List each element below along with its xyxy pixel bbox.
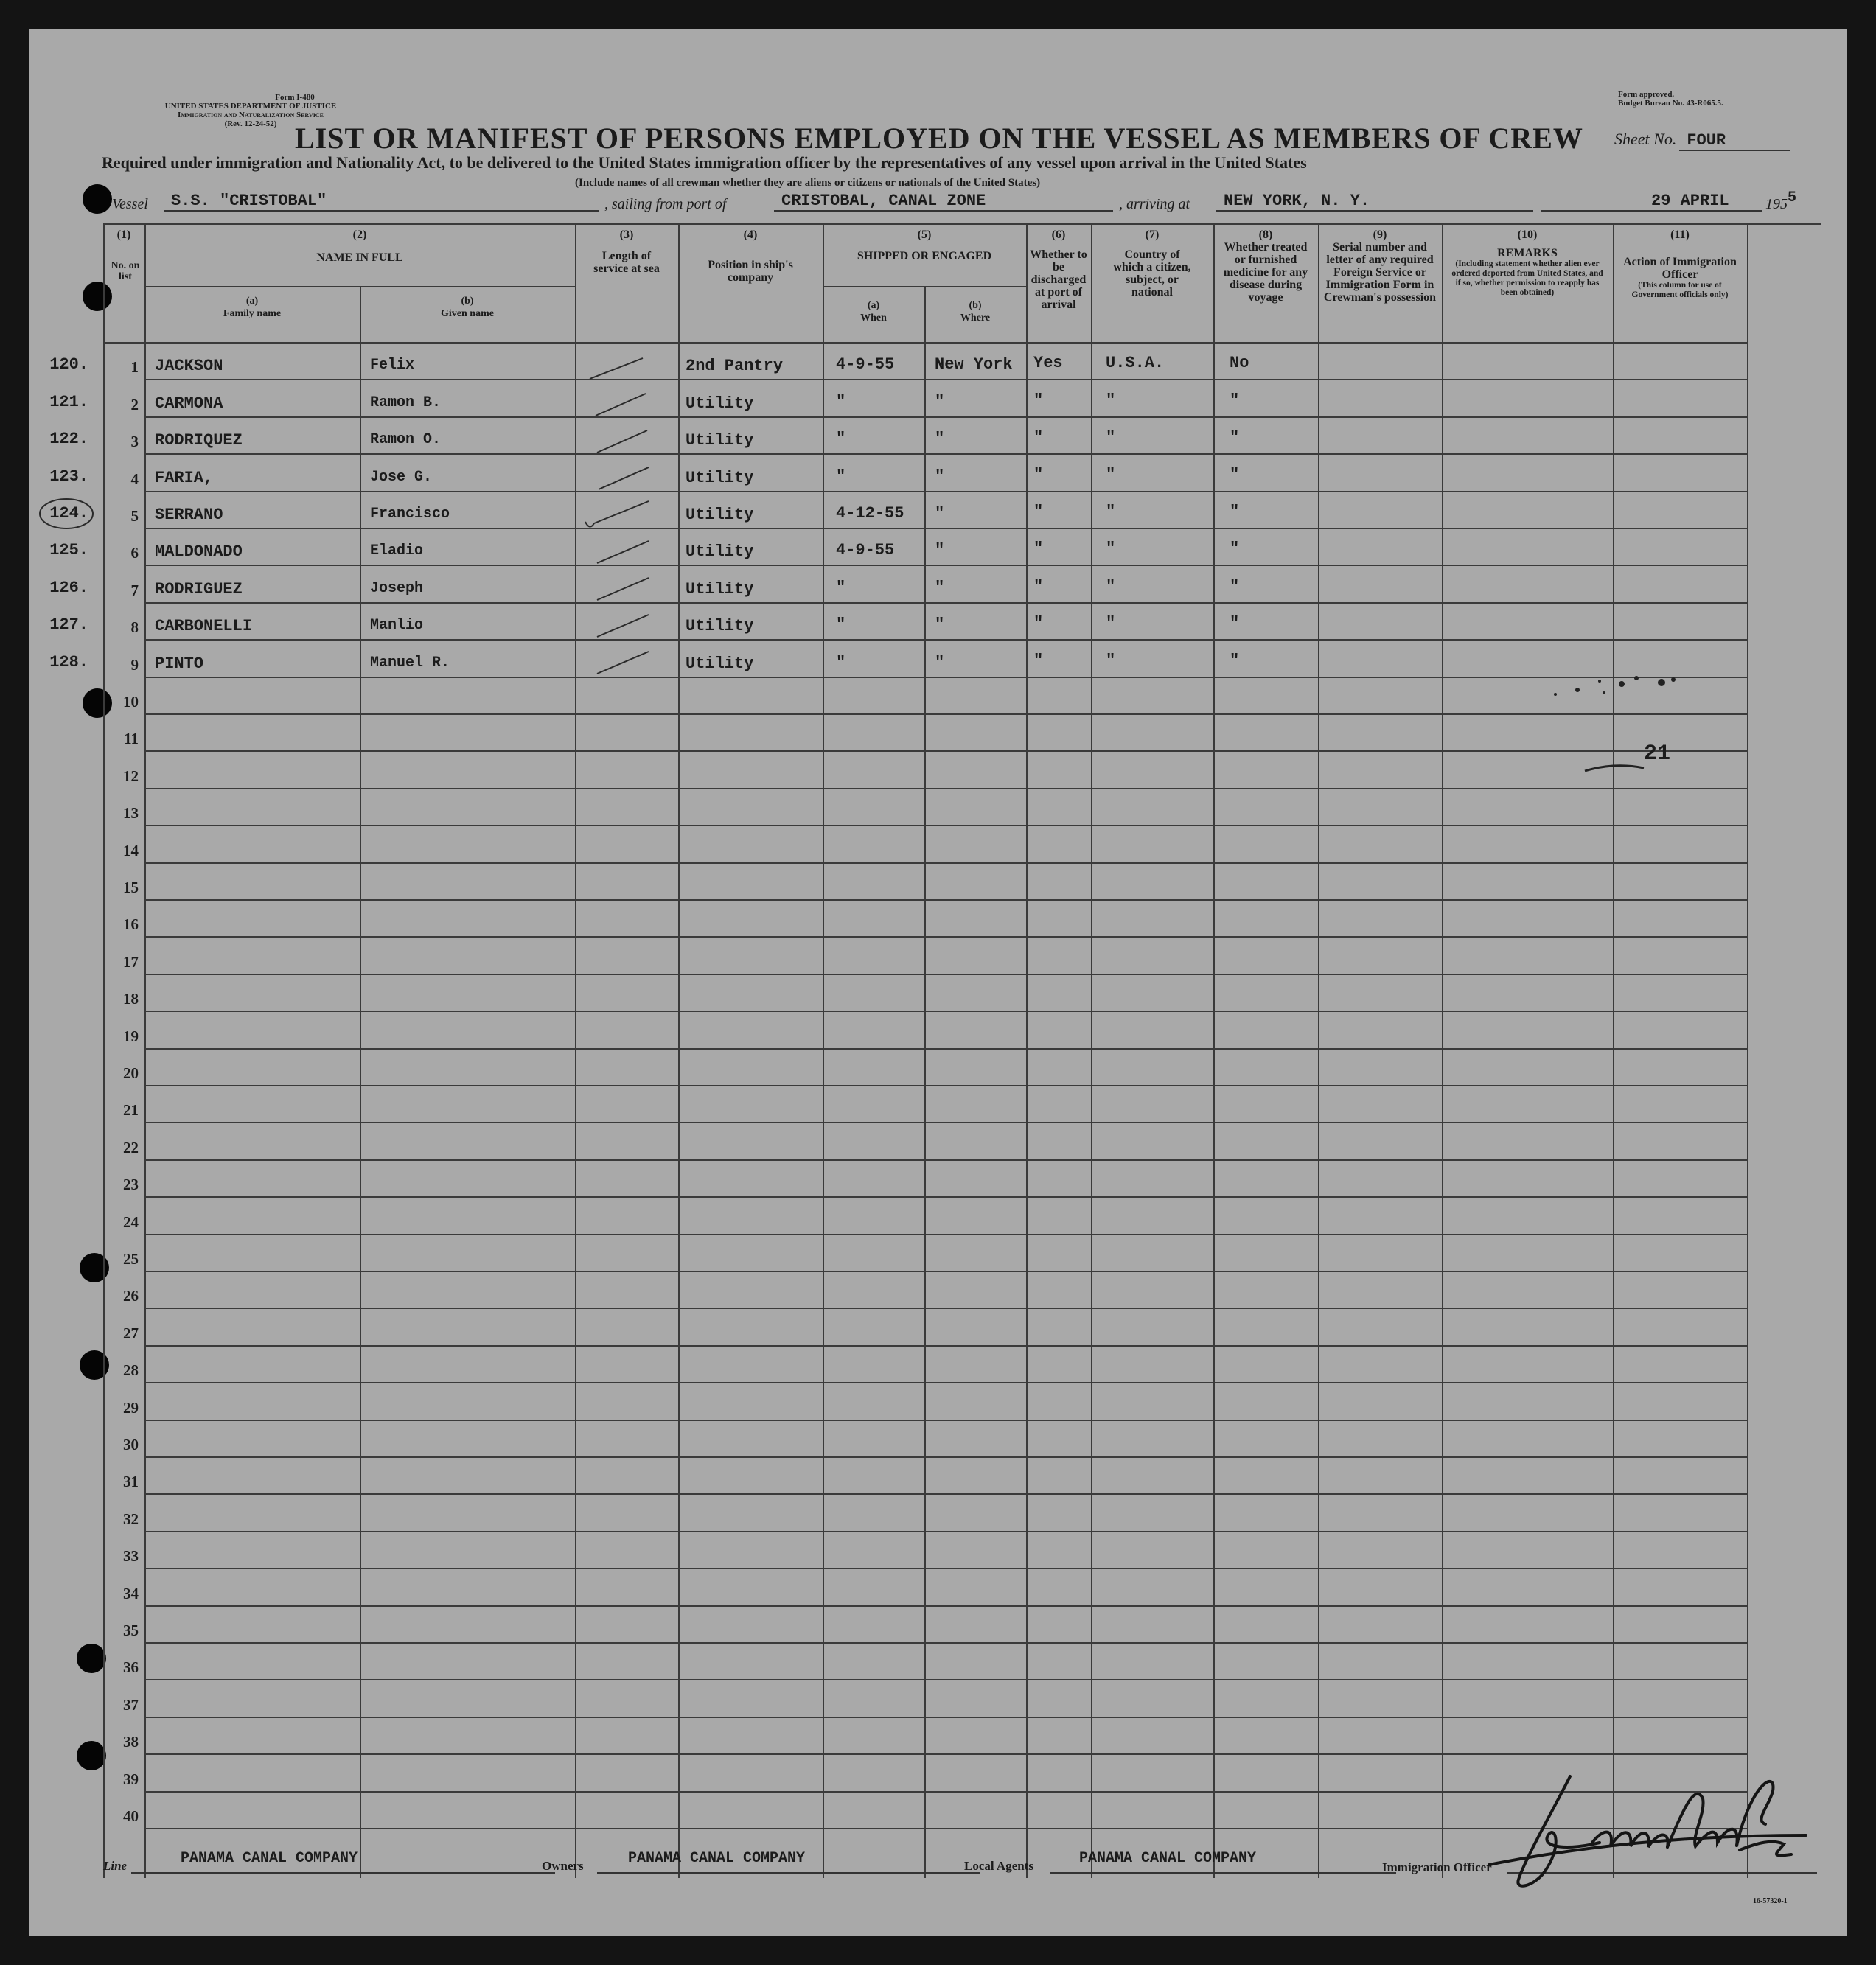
- col2a-header: [144, 295, 360, 320]
- crew-given-name: Jose G.: [370, 469, 433, 486]
- column-rule: [1091, 223, 1092, 1878]
- budget-bureau: Budget Bureau No. 43-R065.5.: [1618, 99, 1723, 108]
- crew-family-name: RODRIQUEZ: [155, 431, 243, 450]
- line-number: 19: [123, 1027, 139, 1045]
- crew-shipped-where: ": [935, 579, 945, 597]
- crew-shipped-where: ": [935, 430, 945, 448]
- vessel-name: S.S. "CRISTOBAL": [164, 192, 599, 212]
- subheader-rule: [144, 286, 575, 287]
- column-rule: [1026, 223, 1028, 1878]
- crew-discharge: ": [1033, 428, 1044, 447]
- col8-number: (8): [1258, 228, 1273, 241]
- row-rule: [144, 1271, 1747, 1272]
- line-number: 11: [124, 730, 139, 747]
- line-number: 38: [123, 1733, 139, 1751]
- check-mark: [597, 430, 647, 453]
- check-mark: [597, 652, 649, 674]
- crew-position: Utility: [686, 617, 754, 635]
- col9-header: [1318, 228, 1442, 304]
- footer-agents-label: Local Agents: [964, 1859, 1033, 1873]
- crew-country: ": [1106, 577, 1116, 596]
- crew-list-number: 121.: [49, 393, 88, 411]
- col5b-number: (b): [969, 300, 982, 311]
- line-number: 5: [130, 507, 139, 525]
- row-rule: [144, 1159, 1747, 1161]
- row-rule: [144, 974, 1747, 975]
- line-number: 7: [130, 582, 139, 599]
- row-rule: [144, 639, 1747, 641]
- column-rule: [1613, 223, 1614, 1878]
- col5-number: (5): [917, 228, 932, 241]
- stamp-number: 21: [1644, 741, 1671, 767]
- col6-number: (6): [1051, 228, 1066, 241]
- line-number: 12: [123, 767, 139, 785]
- col11-header: [1613, 228, 1747, 300]
- crew-shipped-when: 4-9-55: [836, 541, 895, 559]
- column-rule: [1442, 223, 1443, 1878]
- crew-family-name: SERRANO: [155, 506, 223, 524]
- crew-discharge: ": [1033, 614, 1044, 632]
- line-number: 8: [130, 618, 139, 636]
- column-rule: [924, 286, 926, 1878]
- row-rule: [144, 528, 1747, 529]
- table-top-rule: [103, 223, 1821, 225]
- col8-label: Whether treated or furnished medicine for any disease during voyage: [1223, 241, 1308, 304]
- row-rule: [144, 1048, 1747, 1050]
- col5a-header: [823, 299, 924, 324]
- row-rule: [144, 1456, 1747, 1458]
- line-number: 30: [123, 1436, 139, 1453]
- crew-shipped-when: ": [836, 653, 846, 671]
- line-number: 21: [123, 1101, 139, 1119]
- line-number: 29: [123, 1399, 139, 1417]
- row-rule: [144, 1085, 1747, 1086]
- line-number: 25: [123, 1250, 139, 1268]
- manifest-page: [29, 29, 1847, 1936]
- col3-label: Length of service at sea: [593, 250, 660, 275]
- row-rule: [144, 1531, 1747, 1532]
- row-rule: [144, 1605, 1747, 1607]
- col2-label: NAME IN FULL: [316, 251, 403, 264]
- line-number: 3: [130, 433, 139, 450]
- check-mark: [597, 578, 649, 600]
- col7-label: Country of which a citizen, subject, or national: [1113, 248, 1191, 299]
- crew-shipped-when: 4-12-55: [836, 504, 904, 523]
- col10-note: (Including statement whether alien ever ordered deported from United States, and if so, whether permission to reapply has been obtained): [1451, 259, 1603, 297]
- col2b-label: Given name: [441, 308, 494, 319]
- crew-given-name: Francisco: [370, 506, 450, 523]
- column-rule: [103, 223, 105, 1878]
- crew-position: Utility: [686, 506, 754, 524]
- check-mark: [585, 501, 649, 527]
- row-rule: [144, 825, 1747, 826]
- crew-medicine: ": [1230, 503, 1240, 521]
- crew-shipped-when: ": [836, 615, 846, 634]
- row-rule: [144, 1493, 1747, 1495]
- col4-number: (4): [743, 228, 758, 241]
- crew-country: ": [1106, 466, 1116, 484]
- row-rule: [144, 936, 1747, 938]
- crew-shipped-where: ": [935, 467, 945, 486]
- row-rule: [144, 677, 1747, 678]
- line-number: 32: [123, 1510, 139, 1528]
- crew-list-number: 127.: [49, 615, 88, 634]
- list-number-circle: [29, 492, 111, 537]
- crew-position: Utility: [686, 655, 754, 673]
- form-number: Form I-480: [275, 93, 315, 102]
- line-number: 33: [123, 1547, 139, 1565]
- col9-label: Serial number and letter of any required Foreign Service or Immigration Form in Crewman's possession: [1323, 241, 1437, 304]
- crew-medicine: ": [1230, 577, 1240, 596]
- row-rule: [144, 1308, 1747, 1309]
- arrival-date: 29 APRIL: [1541, 192, 1762, 212]
- col3-number: (3): [619, 228, 634, 241]
- arriving-label: , arriving at: [1119, 196, 1190, 212]
- punch-hole: [83, 282, 112, 311]
- sailing-label: , sailing from port of: [604, 196, 727, 212]
- crew-shipped-when: ": [836, 430, 846, 448]
- check-mark: [596, 394, 646, 416]
- line-number: 22: [123, 1139, 139, 1156]
- col11-number: (11): [1670, 228, 1690, 241]
- crew-discharge: Yes: [1033, 354, 1063, 372]
- arrival-year: [1765, 189, 1797, 214]
- col5-label: SHIPPED OR ENGAGED: [857, 250, 992, 262]
- ink-specks: [1533, 663, 1710, 796]
- line-number: 26: [123, 1287, 139, 1305]
- sheet-number: [1614, 130, 1790, 151]
- col10-number: (10): [1517, 228, 1538, 241]
- department: UNITED STATES DEPARTMENT OF JUSTICE: [164, 102, 337, 111]
- row-rule: [144, 1679, 1747, 1680]
- row-rule: [144, 1642, 1747, 1644]
- line-number: 24: [123, 1213, 139, 1231]
- crew-family-name: CARMONA: [155, 394, 223, 413]
- crew-shipped-where: ": [935, 541, 945, 559]
- crew-shipped-when: 4-9-55: [836, 355, 895, 374]
- line-number: 31: [123, 1473, 139, 1490]
- col2-number: (2): [352, 228, 367, 241]
- crew-shipped-where: New York: [935, 355, 1013, 374]
- year-suffix: 5: [1788, 189, 1797, 206]
- crew-given-name: Ramon O.: [370, 431, 442, 448]
- footer-owners-label: Owners: [542, 1859, 584, 1873]
- crew-country: U.S.A.: [1106, 354, 1165, 372]
- crew-list-number: 125.: [49, 541, 88, 559]
- line-number: 17: [123, 953, 139, 971]
- col5-header: [823, 228, 1026, 262]
- sheet-value: FOUR: [1679, 131, 1790, 151]
- year-prefix: 195: [1765, 196, 1788, 212]
- subtitle: Required under immigration and Nationality Act, to be delivered to the United States immigration officer by the representatives of any vessel upon arrival in the United States: [102, 153, 1307, 172]
- column-rule: [823, 223, 824, 1878]
- punch-hole: [77, 1644, 106, 1673]
- departure-port: CRISTOBAL, CANAL ZONE: [774, 192, 1113, 212]
- crew-country: ": [1106, 391, 1116, 410]
- line-number: 27: [123, 1324, 139, 1342]
- row-rule: [144, 1234, 1747, 1235]
- col4-header: [678, 228, 823, 284]
- crew-given-name: Felix: [370, 357, 415, 374]
- crew-position: Utility: [686, 469, 754, 487]
- crew-given-name: Ramon B.: [370, 394, 442, 411]
- header-bottom-rule: [103, 342, 1747, 344]
- inclusion-note: (Include names of all crewman whether they are aliens or citizens or nationals of the United States): [575, 177, 1041, 189]
- row-rule: [144, 416, 1747, 418]
- line-number: 10: [123, 693, 139, 711]
- footer-agents-value: PANAMA CANAL COMPANY: [1079, 1850, 1257, 1867]
- column-rule: [1747, 223, 1748, 1878]
- col2b-number: (b): [461, 296, 474, 307]
- crew-list-number: 122.: [49, 430, 88, 448]
- crew-position: Utility: [686, 542, 754, 561]
- col5b-label: Where: [960, 313, 991, 324]
- service-length-marks: [575, 342, 678, 718]
- crew-country: ": [1106, 503, 1116, 521]
- col8-header: [1213, 228, 1318, 304]
- col9-number: (9): [1373, 228, 1387, 241]
- crew-shipped-when: ": [836, 467, 846, 486]
- crew-position: 2nd Pantry: [686, 357, 784, 375]
- crew-family-name: RODRIGUEZ: [155, 580, 243, 598]
- sheet-label: Sheet No.: [1614, 130, 1677, 148]
- crew-discharge: ": [1033, 577, 1044, 596]
- line-number: 37: [123, 1696, 139, 1714]
- officer-signature: [1474, 1754, 1828, 1902]
- crew-medicine: No: [1230, 354, 1249, 372]
- crew-discharge: ": [1033, 652, 1044, 670]
- row-rule: [144, 862, 1747, 864]
- line-number: 40: [123, 1807, 139, 1825]
- footer-line-label: Line: [103, 1859, 128, 1873]
- crew-discharge: ": [1033, 540, 1044, 558]
- page-title: LIST OR MANIFEST OF PERSONS EMPLOYED ON THE VESSEL AS MEMBERS OF CREW: [295, 122, 1583, 155]
- punch-hole: [80, 1253, 109, 1282]
- row-rule: [144, 379, 1747, 380]
- line-number: 28: [123, 1361, 139, 1379]
- row-rule: [144, 1382, 1747, 1383]
- col1-header: [103, 228, 144, 282]
- arrival-port: NEW YORK, N. Y.: [1216, 192, 1533, 212]
- crew-position: Utility: [686, 580, 754, 598]
- crew-family-name: CARBONELLI: [155, 617, 253, 635]
- line-number: 9: [130, 656, 139, 674]
- crew-discharge: ": [1033, 466, 1044, 484]
- col10-header: [1442, 228, 1613, 298]
- crew-discharge: ": [1033, 503, 1044, 521]
- row-rule: [144, 788, 1747, 789]
- crew-given-name: Eladio: [370, 542, 424, 559]
- crew-list-number: 120.: [49, 355, 88, 374]
- crew-position: Utility: [686, 431, 754, 450]
- footer-line-value: PANAMA CANAL COMPANY: [181, 1850, 358, 1867]
- crew-country: ": [1106, 540, 1116, 558]
- crew-shipped-where: ": [935, 504, 945, 523]
- row-rule: [144, 565, 1747, 566]
- check-mark: [590, 358, 643, 379]
- footer-owners-value: PANAMA CANAL COMPANY: [628, 1850, 806, 1867]
- line-number: 6: [130, 544, 139, 562]
- line-number: 2: [130, 396, 139, 413]
- punch-hole: [83, 184, 112, 214]
- crew-position: Utility: [686, 394, 754, 413]
- service-name: Immigration and Naturalization Service: [178, 111, 324, 119]
- crew-list-number: 124.: [49, 504, 88, 523]
- crew-country: ": [1106, 614, 1116, 632]
- crew-family-name: MALDONADO: [155, 542, 243, 561]
- line-number: 35: [123, 1622, 139, 1639]
- col2a-label: Family name: [223, 308, 282, 319]
- crew-list-number: 123.: [49, 467, 88, 486]
- row-rule: [144, 1345, 1747, 1347]
- col6-header: [1026, 228, 1091, 311]
- crew-shipped-where: ": [935, 393, 945, 411]
- crew-list-number: 126.: [49, 579, 88, 597]
- check-mark: [599, 467, 649, 489]
- punch-hole: [83, 688, 112, 718]
- col11-label: Action of Immigration Officer: [1623, 256, 1737, 281]
- crew-medicine: ": [1230, 652, 1240, 670]
- approval-block: [1618, 90, 1839, 108]
- line-number: 16: [123, 915, 139, 933]
- subheader-rule: [823, 286, 1026, 287]
- col7-header: [1091, 228, 1213, 299]
- col5b-header: [924, 299, 1026, 324]
- crew-medicine: ": [1230, 614, 1240, 632]
- crew-country: ": [1106, 652, 1116, 670]
- check-mark: [597, 615, 649, 637]
- check-mark: [597, 541, 649, 563]
- row-rule: [144, 1122, 1747, 1123]
- vessel-label: Vessel: [112, 196, 148, 212]
- col1-label: No. on list: [111, 260, 140, 282]
- column-rule: [1213, 223, 1215, 1878]
- col7-number: (7): [1145, 228, 1160, 241]
- col2-header: [144, 228, 575, 264]
- crew-country: ": [1106, 428, 1116, 447]
- revision: (Rev. 12-24-52): [224, 119, 277, 128]
- crew-family-name: FARIA,: [155, 469, 214, 487]
- row-rule: [144, 602, 1747, 604]
- col1-number: (1): [116, 228, 131, 241]
- crew-discharge: ": [1033, 391, 1044, 410]
- line-number: 34: [123, 1585, 139, 1602]
- crew-medicine: ": [1230, 428, 1240, 447]
- col2b-header: [360, 295, 575, 320]
- line-number: 23: [123, 1176, 139, 1193]
- row-rule: [144, 713, 1747, 715]
- col4-label: Position in ship's company: [708, 259, 793, 284]
- crew-medicine: ": [1230, 391, 1240, 410]
- line-number: 13: [123, 804, 139, 822]
- row-rule: [144, 491, 1747, 492]
- line-number: 18: [123, 990, 139, 1008]
- line-number: 15: [123, 879, 139, 896]
- col10-label: REMARKS: [1497, 247, 1558, 259]
- crew-medicine: ": [1230, 540, 1240, 558]
- form-approved: Form approved.: [1618, 90, 1675, 99]
- col5a-number: (a): [867, 300, 880, 311]
- row-rule: [144, 1011, 1747, 1012]
- col6-label: Whether to be discharged at port of arrival: [1030, 248, 1087, 311]
- col3-header: [575, 228, 678, 275]
- punch-hole: [77, 1741, 106, 1770]
- crew-shipped-when: ": [836, 579, 846, 597]
- crew-family-name: PINTO: [155, 655, 204, 673]
- row-rule: [144, 1196, 1747, 1198]
- crew-given-name: Manlio: [370, 617, 424, 634]
- crew-family-name: JACKSON: [155, 357, 223, 375]
- col11-note: (This column for use of Government officials only): [1631, 281, 1729, 299]
- crew-shipped-where: ": [935, 615, 945, 634]
- row-rule: [144, 1568, 1747, 1569]
- crew-given-name: Manuel R.: [370, 655, 450, 671]
- col5a-label: When: [860, 313, 887, 324]
- row-rule: [144, 1717, 1747, 1718]
- punch-hole: [80, 1350, 109, 1380]
- column-rule: [678, 223, 680, 1878]
- line-number: 39: [123, 1770, 139, 1788]
- line-number: 20: [123, 1064, 139, 1082]
- line-number: 14: [123, 842, 139, 859]
- column-rule: [144, 223, 146, 1878]
- line-number: 1: [130, 358, 139, 376]
- crew-given-name: Joseph: [370, 580, 424, 597]
- column-rule: [360, 286, 361, 1878]
- print-code: 16-57320-1: [1753, 1897, 1788, 1905]
- line-number: 4: [130, 470, 139, 488]
- crew-list-number: 128.: [49, 653, 88, 671]
- line-number: 36: [123, 1658, 139, 1676]
- row-rule: [144, 453, 1747, 455]
- row-rule: [144, 1420, 1747, 1421]
- crew-shipped-where: ": [935, 653, 945, 671]
- row-rule: [144, 750, 1747, 752]
- footer-officer-label: Immigration Officer: [1382, 1860, 1492, 1874]
- crew-medicine: ": [1230, 466, 1240, 484]
- col2a-number: (a): [245, 296, 259, 307]
- crew-shipped-when: ": [836, 393, 846, 411]
- row-rule: [144, 899, 1747, 901]
- column-rule: [1318, 223, 1319, 1878]
